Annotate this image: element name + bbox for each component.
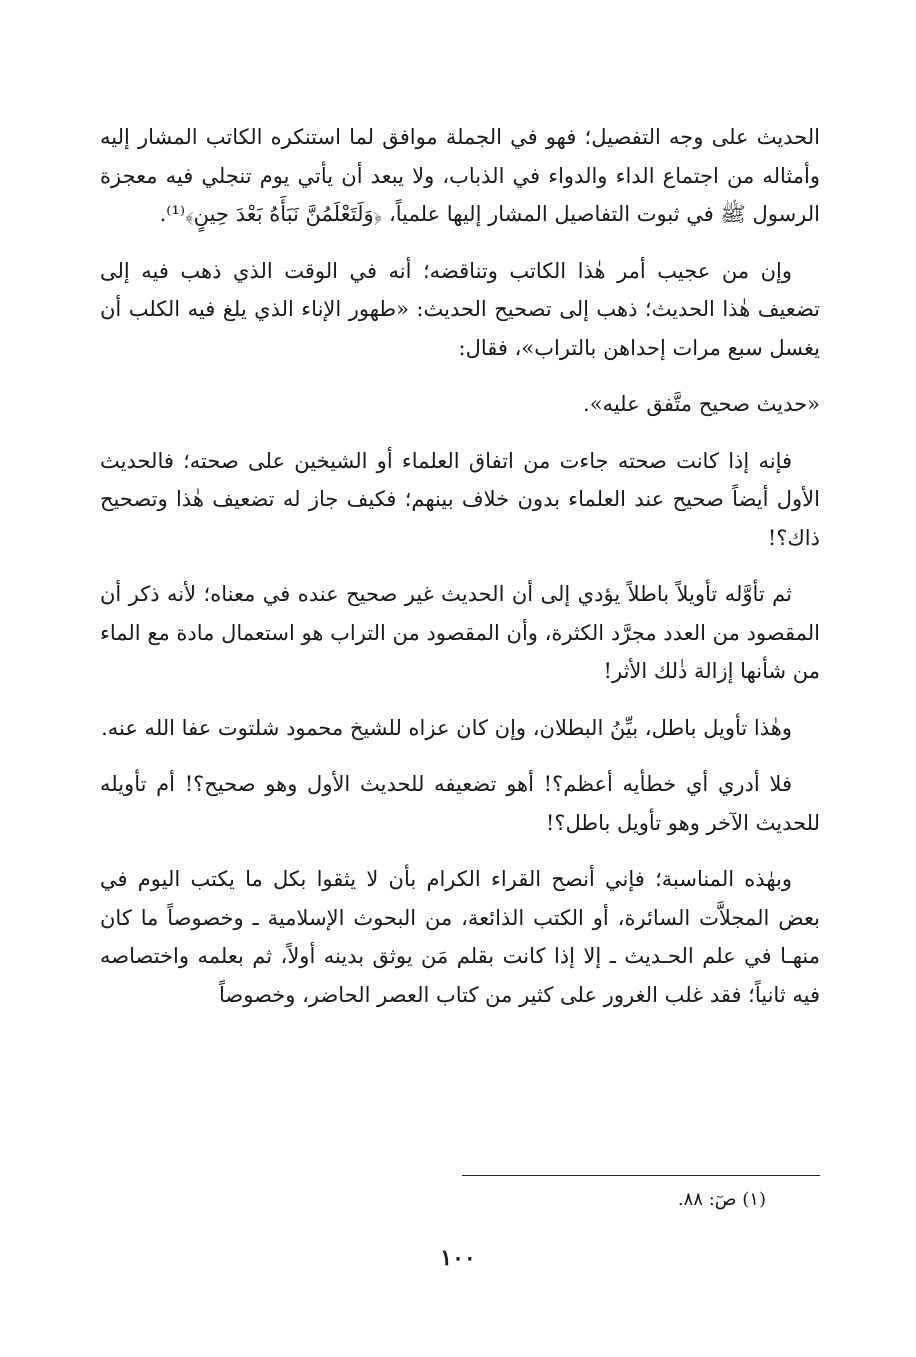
page-number: ١٠٠ xyxy=(440,1245,476,1271)
paragraph-6: وهٰذا تأويل باطل، بيِّنُ البطلان، وإن كان عزاه للشيخ محمود شلتوت عفا الله عنه. xyxy=(101,715,792,740)
paragraph-7: فلا أدري أي خطأيه أعظم؟! أهو تضعيفه للحديث الأول وهو صحيح؟! أم تأويله للحديث الآخر وهو تأويل باطل؟! xyxy=(100,772,820,835)
paragraph-1: الحديث على وجه التفصيل؛ فهو في الجملة موافق لما استنكره الكاتب المشار إليه وأمثاله من اجتماع الداء والدواء في الذباب، ولا يبعد أن يأتي يوم تنجلي فيه معجزة الرسول ﷺ في ثبوت التفاصيل المشار إليها علمياً، ﴿وَلَتَعْلَمُنَّ نَبَأَهُ بَعْدَ حِينٍ﴾⁽¹⁾. xyxy=(100,125,820,226)
footnote: (١) صٓ: ٨٨. xyxy=(677,1189,766,1210)
paragraph-5: ثم تأوَّله تأويلاً باطلاً يؤدي إلى أن الحديث غير صحيح عنده في معناه؛ لأنه ذكر أن المقصود من العدد مجرَّد الكثرة، وأن المقصود من التراب هو استعمال مادة مع الماء من شأنها إزالة ذٰلك الأثر! xyxy=(100,582,820,683)
footnote-divider xyxy=(462,1175,820,1176)
paragraph-4: فإنه إذا كانت صحته جاءت من اتفاق العلماء أو الشيخين على صحته؛ فالحديث الأول أيضاً صحيح عند العلماء بدون خلاف بينهم؛ فكيف جاز له تضعيف هٰذا وتصحيح ذاك؟! xyxy=(100,448,820,550)
paragraph-2: وإن من عجيب أمر هٰذا الكاتب وتناقضه؛ أنه في الوقت الذي ذهب فيه إلى تضعيف هٰذا الحديث؛ ذهب إلى تصحيح الحديث: «طهور الإناء الذي يلغ فيه الكلب أن يغسل سبع مرات إحداهن بالتراب»، فقال: xyxy=(100,258,820,360)
paragraph-8: وبهٰذه المناسبة؛ فإني أنصح القراء الكرام بأن لا يثقوا بكل ما يكتب اليوم في بعض المجلاَّت السائرة، أو الكتب الذائعة، من البحوث الإسلامية ـ وخصوصاً ما كان منهـا في علم الحـديث ـ إلا إذا كانت بقلم مَن يوثق بدينه أولاً، ثم بعلمه واختصاصه فيه ثانياً؛ فقد غلب الغرور على كثير من كتاب العصر الحاضر، وخصوصاً xyxy=(100,867,820,1007)
main-text xyxy=(100,118,820,1032)
paragraph-3-quote: «حديث صحيح متَّفق عليه». xyxy=(583,392,820,416)
